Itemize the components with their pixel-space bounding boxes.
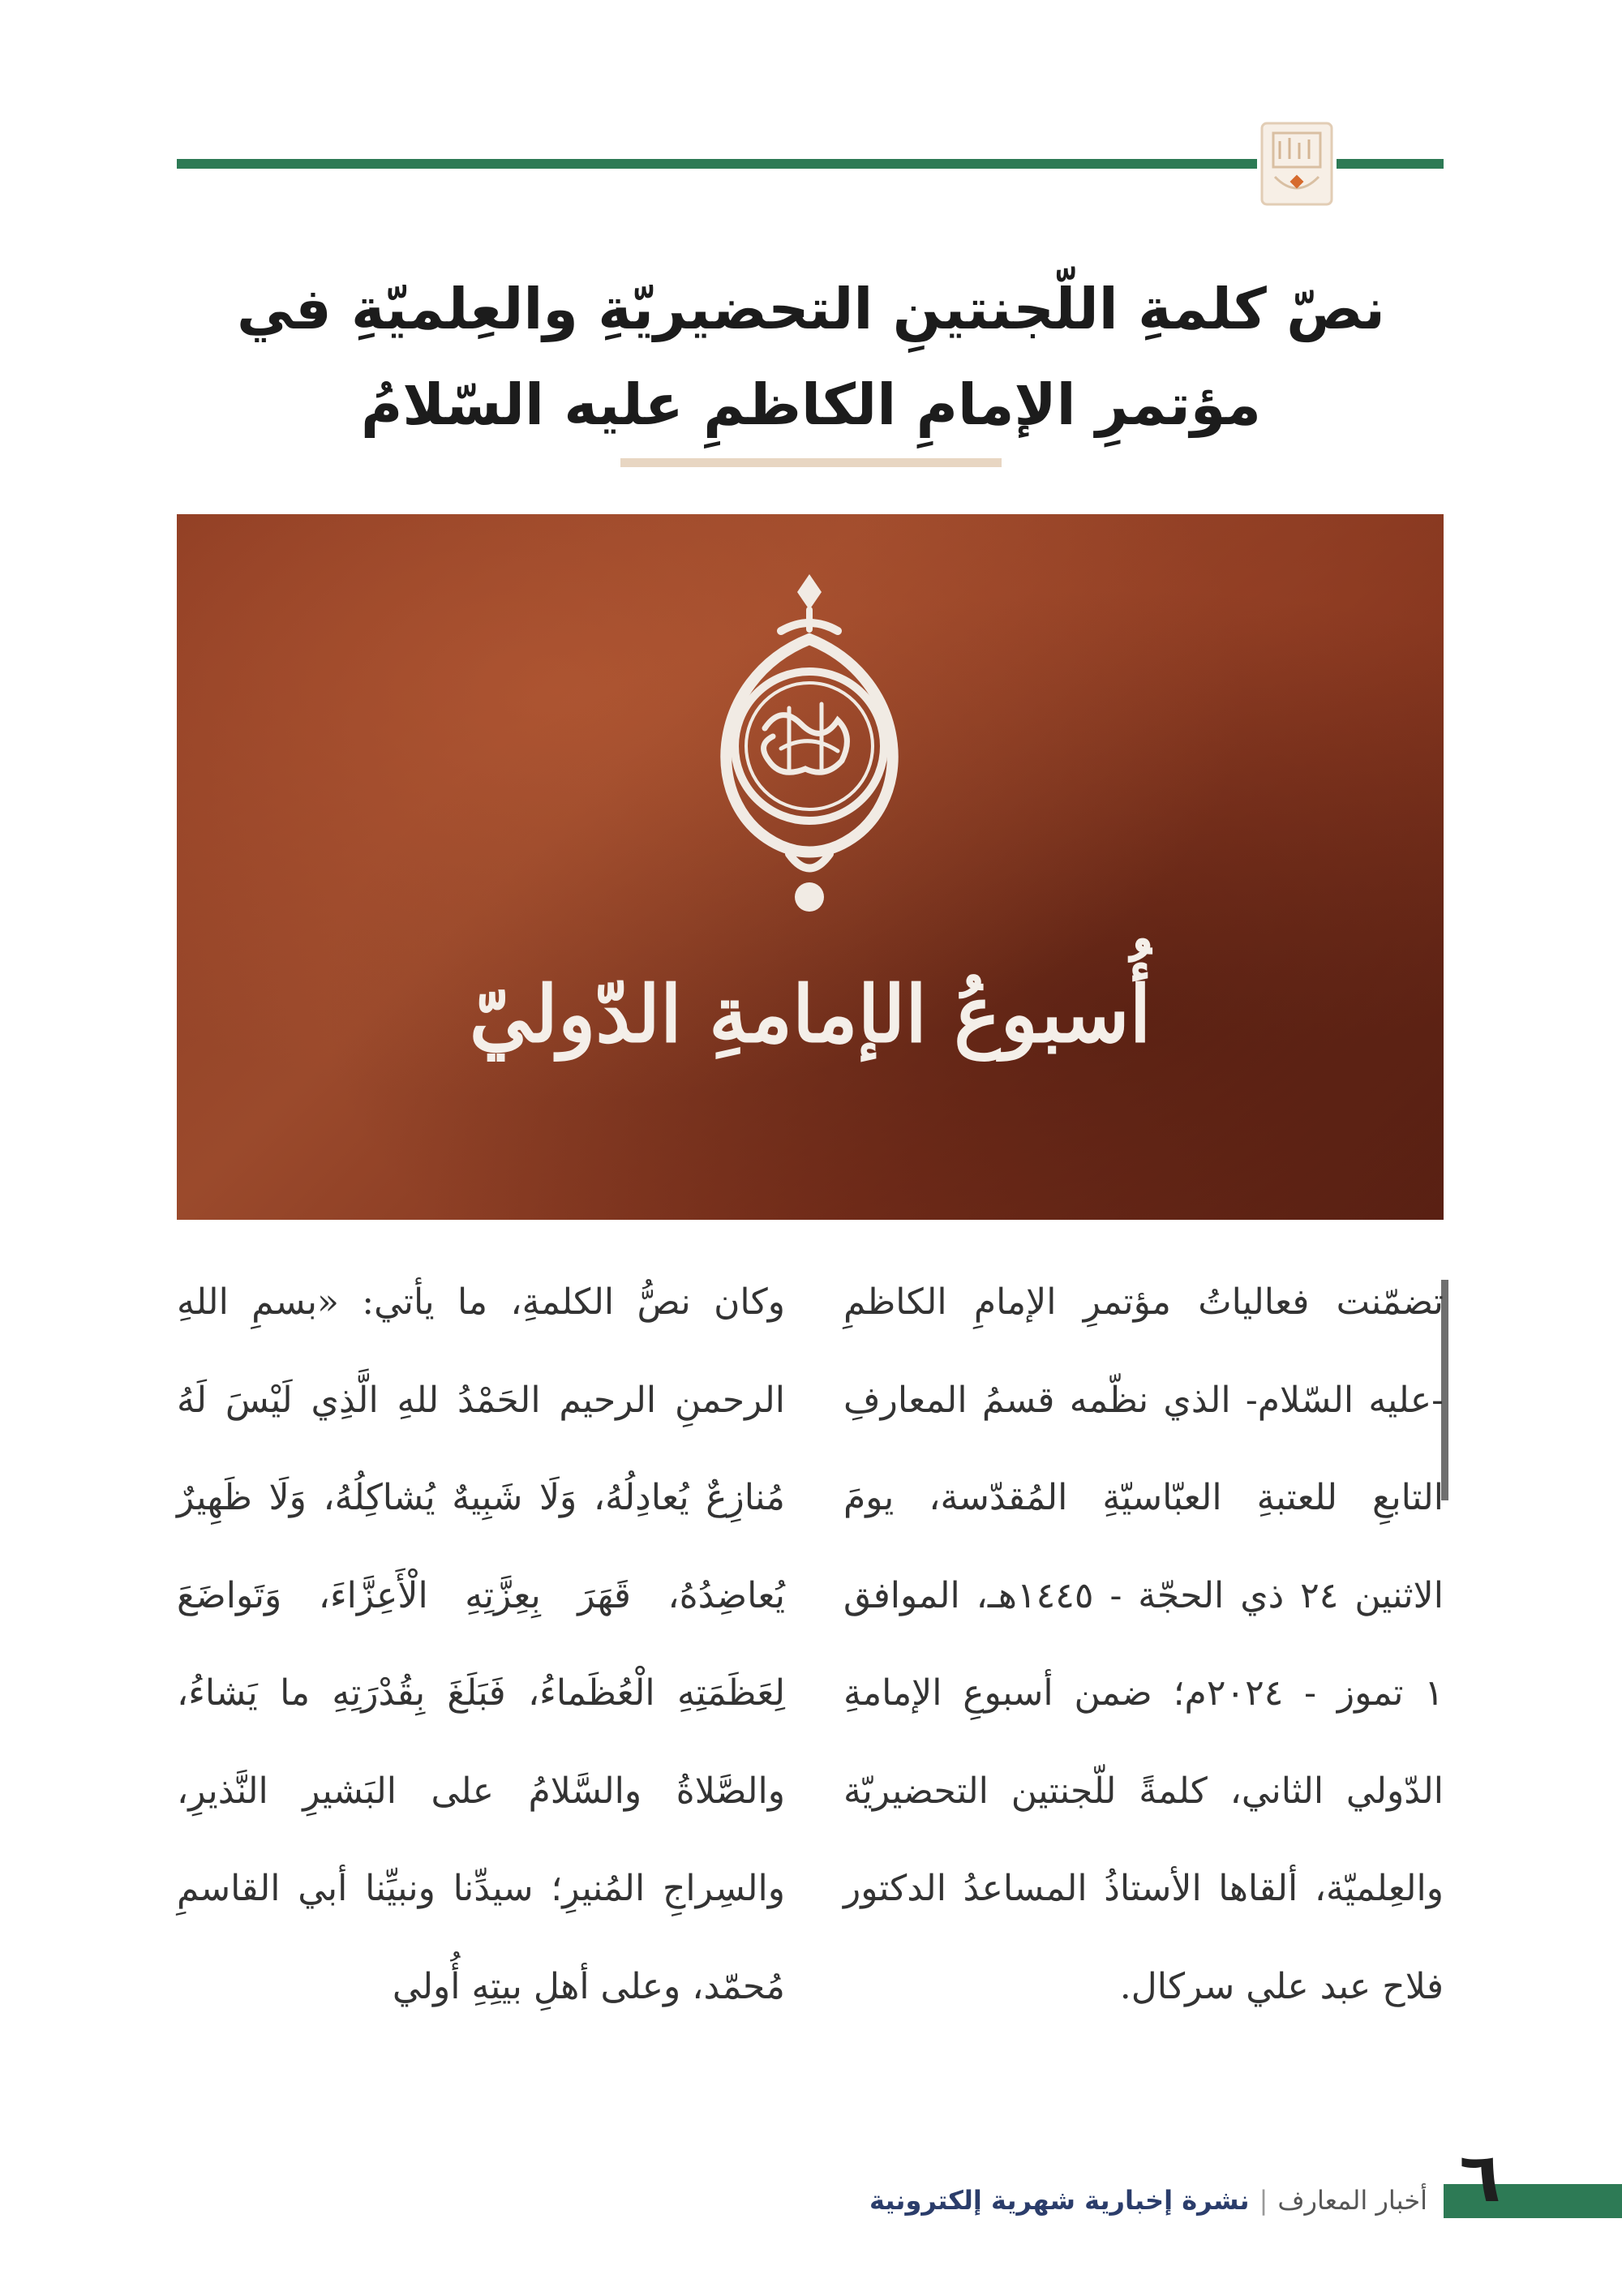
footer-publication-line: [860, 2180, 1427, 2221]
imamate-emblem-icon: [659, 566, 959, 923]
hero-image: [177, 514, 1444, 1220]
body-column-left: [177, 1254, 785, 2036]
publication-logo-icon: [1257, 118, 1337, 209]
body-column-right: [843, 1254, 1447, 2036]
title-line-2: مؤتمرِ الإمامِ الكاظمِ عليه السّلامُ: [361, 371, 1261, 438]
title-line-1: نصّ كلمةِ اللّجنتينِ التحضيريّةِ والعِلميّةِ في: [237, 276, 1385, 342]
article-title: [195, 261, 1427, 453]
header-rule: [177, 159, 1257, 169]
footer-description: نشرة إخبارية شهرية إلكترونية: [869, 2185, 1250, 2216]
body-paragraph-speech: وكان نصُّ الكلمةِ، ما يأتي: «بسمِ اللهِ الرحمنِ الرحيم الحَمْدُ للهِ الَّذِي لَيْسَ لَهُ مُنازِعٌ يُعادِلُهُ، وَلَا شَبِيهٌ يُشاكِلُهُ، وَلَا ظَهِيرٌ يُعاضِدُهُ، قَهَرَ بِعِزَّتِهِ الْأَعِزَّاءَ، وَتَواضَعَ لِعَظَمَتِهِ الْعُظَماءُ، فَبَلَغَ بِقُدْرَتِهِ ما يَشاءُ، والصَّلاةُ والسَّلامُ على البَشيرِ النَّذيرِ، والسِراجِ المُنيرِ؛ سيدِّنا ونبيِّنا أبي القاسمِ مُحمّد، وعلى أهلِ بيتِهِ أُولي: [177, 1281, 785, 2007]
footer-publication-name: أخبار المعارف: [1277, 2185, 1427, 2216]
header-rule-right: [1337, 159, 1444, 169]
title-underline: [620, 458, 1002, 467]
hero-caption: أُسبوعُ الإمامةِ الدّوليّ: [469, 968, 1152, 1060]
body-paragraph-intro: تضمّنت فعالياتُ مؤتمرِ الإمامِ الكاظمِ -عليه السّلام- الذي نظّمه قسمُ المعارفِ التابعِ للعتبةِ العبّاسيّةِ المُقدّسة، يومَ الاثنين ٢٤ ذي الحجّة - ١٤٤٥هـ، الموافق ١ تموز - ٢٠٢٤م؛ ضمن أسبوعِ الإمامةِ الدّولي الثاني، كلمةً للّجنتين التحضيريّة والعِلميّة، ألقاها الأستاذُ المساعدُ الدكتور فلاح عبد علي سركال.: [843, 1281, 1444, 2007]
footer-separator: |: [1259, 2185, 1268, 2216]
page-number: ٦: [1459, 2138, 1501, 2217]
